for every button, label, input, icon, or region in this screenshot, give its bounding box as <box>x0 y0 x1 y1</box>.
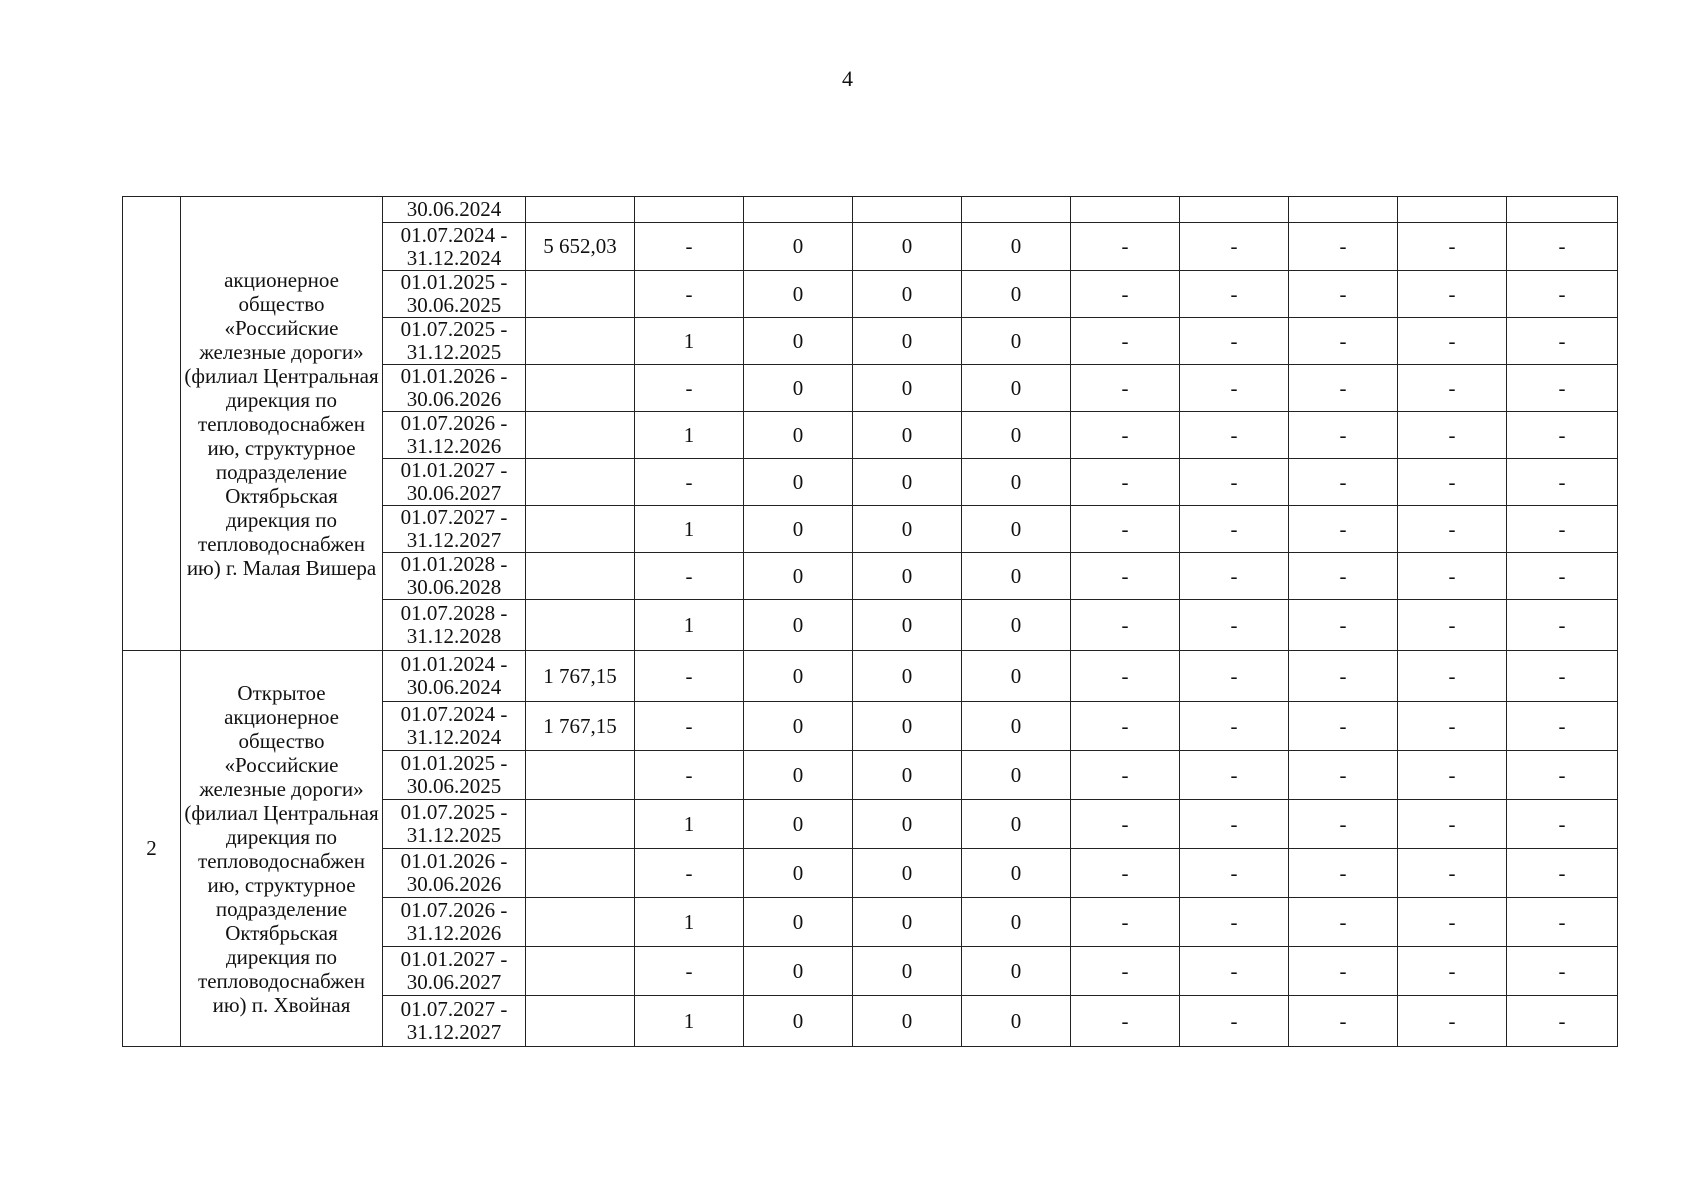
value-cell: 0 <box>962 271 1071 318</box>
period-cell <box>383 898 526 947</box>
value-cell: - <box>1071 459 1180 506</box>
value-cell: 0 <box>853 412 962 459</box>
value-cell: 1 <box>635 412 744 459</box>
value-cell: 0 <box>744 702 853 751</box>
value-cell: - <box>1071 223 1180 271</box>
value-cell: - <box>1289 271 1398 318</box>
value-cell: 0 <box>744 947 853 996</box>
value-cell <box>744 197 853 223</box>
value-cell: - <box>1507 459 1618 506</box>
period-cell <box>383 412 526 459</box>
value-cell: - <box>1507 553 1618 600</box>
value-cell: - <box>1071 702 1180 751</box>
value-cell: - <box>1071 996 1180 1047</box>
value-cell: - <box>1071 947 1180 996</box>
period-line: 30.06.2024 <box>406 197 502 221</box>
period-cell <box>383 996 526 1047</box>
value-cell: - <box>1180 996 1289 1047</box>
value-cell: - <box>1289 800 1398 849</box>
value-cell: - <box>635 947 744 996</box>
period-cell <box>383 702 526 751</box>
value-cell: 0 <box>962 459 1071 506</box>
value-cell: - <box>1398 223 1507 271</box>
value-cell <box>526 996 635 1047</box>
period-line: 30.06.2025 <box>406 293 502 317</box>
value-cell: - <box>1180 506 1289 553</box>
period-line: 01.07.2024 - <box>400 222 508 247</box>
value-cell: 0 <box>853 702 962 751</box>
period-line: 30.06.2027 <box>406 970 502 994</box>
value-cell <box>526 947 635 996</box>
period-line: 01.01.2027 - <box>400 458 508 482</box>
value-cell: - <box>1507 800 1618 849</box>
period-line: 30.06.2026 <box>406 387 502 411</box>
value-cell: 0 <box>962 318 1071 365</box>
value-cell: - <box>635 849 744 898</box>
value-cell: - <box>1507 318 1618 365</box>
period-line: 01.01.2026 - <box>400 364 508 388</box>
value-cell: - <box>1289 553 1398 600</box>
period-line: 01.07.2024 - <box>400 702 508 726</box>
value-cell: - <box>1180 271 1289 318</box>
period-cell <box>383 506 526 553</box>
value-cell: - <box>635 553 744 600</box>
value-cell: - <box>1289 459 1398 506</box>
page-number: 4 <box>842 66 853 91</box>
value-cell: 1 767,15 <box>526 651 635 702</box>
period-cell <box>383 947 526 996</box>
value-cell: 0 <box>744 600 853 651</box>
period-line: 30.06.2027 <box>406 481 502 505</box>
value-cell: 0 <box>853 651 962 702</box>
period-line: 01.07.2026 - <box>400 898 508 922</box>
value-cell: - <box>1398 271 1507 318</box>
value-cell: - <box>1398 365 1507 412</box>
value-cell: - <box>1507 365 1618 412</box>
value-cell: 0 <box>744 271 853 318</box>
value-cell: - <box>1180 651 1289 702</box>
value-cell: - <box>1289 651 1398 702</box>
value-cell: 0 <box>744 412 853 459</box>
period-line: 30.06.2025 <box>406 774 502 798</box>
period-cell <box>383 651 526 702</box>
value-cell: - <box>1180 412 1289 459</box>
value-cell: - <box>1398 600 1507 651</box>
value-cell: 0 <box>962 600 1071 651</box>
value-cell: - <box>1398 947 1507 996</box>
value-cell: - <box>1289 600 1398 651</box>
value-cell: 0 <box>853 271 962 318</box>
value-cell: 0 <box>962 702 1071 751</box>
value-cell: 0 <box>744 365 853 412</box>
value-cell: 0 <box>853 800 962 849</box>
period-line: 01.07.2027 - <box>400 997 508 1021</box>
value-cell <box>526 459 635 506</box>
period-cell <box>383 800 526 849</box>
value-cell: 0 <box>962 365 1071 412</box>
value-cell: 0 <box>853 459 962 506</box>
value-cell <box>1180 197 1289 223</box>
value-cell: 0 <box>744 651 853 702</box>
value-cell: - <box>1507 996 1618 1047</box>
value-cell: 0 <box>853 996 962 1047</box>
period-cell <box>383 553 526 600</box>
period-line: 30.06.2026 <box>406 872 502 896</box>
period-line: 01.07.2027 - <box>400 505 508 529</box>
value-cell: - <box>1398 751 1507 800</box>
value-cell: 0 <box>962 412 1071 459</box>
value-cell <box>1398 197 1507 223</box>
value-cell: 0 <box>744 506 853 553</box>
period-line: 01.01.2025 - <box>400 751 508 775</box>
value-cell: - <box>1071 412 1180 459</box>
period-line: 01.01.2025 - <box>400 270 508 294</box>
value-cell: 0 <box>962 751 1071 800</box>
period-line: 31.12.2028 <box>406 624 502 648</box>
value-cell: - <box>1071 898 1180 947</box>
value-cell: - <box>1180 600 1289 651</box>
value-cell: - <box>1180 898 1289 947</box>
value-cell: - <box>1398 702 1507 751</box>
tariff-table <box>122 196 1618 1047</box>
value-cell: 0 <box>853 365 962 412</box>
value-cell: - <box>1289 702 1398 751</box>
value-cell: 1 <box>635 898 744 947</box>
value-cell: 0 <box>744 996 853 1047</box>
value-cell <box>526 271 635 318</box>
value-cell: - <box>635 223 744 271</box>
table-body <box>123 197 1618 1047</box>
value-cell: 0 <box>853 318 962 365</box>
value-cell <box>526 849 635 898</box>
value-cell: - <box>1507 702 1618 751</box>
value-cell: - <box>1289 365 1398 412</box>
value-cell: 0 <box>853 553 962 600</box>
value-cell: 0 <box>853 947 962 996</box>
value-cell <box>526 197 635 223</box>
value-cell: - <box>1071 271 1180 318</box>
value-cell: - <box>1398 318 1507 365</box>
value-cell <box>526 318 635 365</box>
period-line: 01.07.2026 - <box>400 411 508 435</box>
value-cell <box>1071 197 1180 223</box>
value-cell: - <box>1398 651 1507 702</box>
period-line: 01.01.2028 - <box>400 552 508 576</box>
period-line: 01.01.2024 - <box>400 652 508 676</box>
value-cell: - <box>1180 751 1289 800</box>
value-cell: - <box>1507 898 1618 947</box>
table-row <box>123 651 1618 702</box>
value-cell: - <box>1507 849 1618 898</box>
period-cell <box>383 751 526 800</box>
value-cell <box>962 197 1071 223</box>
value-cell: - <box>1071 751 1180 800</box>
value-cell: 0 <box>744 800 853 849</box>
period-line: 01.07.2025 - <box>400 317 508 341</box>
value-cell: - <box>1289 898 1398 947</box>
value-cell: - <box>1289 849 1398 898</box>
value-cell: 0 <box>744 751 853 800</box>
value-cell: 0 <box>744 223 853 271</box>
period-line: 31.12.2024 <box>406 245 502 270</box>
value-cell <box>853 197 962 223</box>
value-cell: - <box>1180 318 1289 365</box>
value-cell: - <box>635 702 744 751</box>
value-cell: - <box>1289 996 1398 1047</box>
period-line: 30.06.2028 <box>406 575 502 599</box>
value-cell: - <box>1180 365 1289 412</box>
period-line: 31.12.2027 <box>406 528 502 552</box>
period-line: 31.12.2027 <box>406 1020 502 1044</box>
value-cell: - <box>1398 849 1507 898</box>
period-line: 30.06.2024 <box>406 675 502 699</box>
value-cell <box>526 600 635 651</box>
value-cell: 1 <box>635 800 744 849</box>
value-cell: - <box>1071 800 1180 849</box>
value-cell: 0 <box>962 996 1071 1047</box>
value-cell: - <box>1398 553 1507 600</box>
value-cell: 0 <box>853 751 962 800</box>
value-cell: 0 <box>744 849 853 898</box>
row-number <box>123 197 181 651</box>
value-cell <box>526 553 635 600</box>
row-number: 2 <box>123 651 181 1047</box>
period-cell <box>383 223 526 271</box>
period-line: 01.01.2027 - <box>400 947 508 971</box>
value-cell: - <box>1507 947 1618 996</box>
value-cell: 1 <box>635 600 744 651</box>
value-cell: - <box>1180 223 1289 271</box>
value-cell: - <box>1180 947 1289 996</box>
value-cell: - <box>1398 412 1507 459</box>
value-cell <box>526 898 635 947</box>
value-cell: - <box>1507 271 1618 318</box>
value-cell: - <box>635 365 744 412</box>
value-cell: - <box>1507 600 1618 651</box>
value-cell: 0 <box>962 800 1071 849</box>
value-cell: 0 <box>962 947 1071 996</box>
period-cell <box>383 849 526 898</box>
period-line: 01.07.2028 - <box>400 601 508 625</box>
value-cell <box>526 751 635 800</box>
value-cell: - <box>1071 506 1180 553</box>
value-cell: - <box>1180 849 1289 898</box>
value-cell: 5 652,03 <box>526 223 635 271</box>
value-cell: - <box>1071 553 1180 600</box>
period-line: 31.12.2024 <box>406 725 502 749</box>
value-cell: 0 <box>962 223 1071 271</box>
value-cell: - <box>1507 223 1618 271</box>
period-cell <box>383 197 526 223</box>
value-cell: - <box>1289 412 1398 459</box>
period-line: 01.07.2025 - <box>400 800 508 824</box>
value-cell: 0 <box>744 898 853 947</box>
value-cell: - <box>1289 506 1398 553</box>
value-cell <box>526 365 635 412</box>
value-cell: - <box>1071 651 1180 702</box>
value-cell <box>526 412 635 459</box>
value-cell: - <box>1507 412 1618 459</box>
value-cell: - <box>1180 459 1289 506</box>
period-line: 01.01.2026 - <box>400 849 508 873</box>
period-cell <box>383 271 526 318</box>
period-cell <box>383 318 526 365</box>
organization-name: Открытое акционерное общество «Российские железные дороги» (филиал Центральная дирекция по тепловодоснабжен ию, структурное подразделение Октябрьская дирекция по тепловодоснабжен ию) п. Хвойная <box>181 651 383 1047</box>
value-cell: 0 <box>962 553 1071 600</box>
period-line: 31.12.2025 <box>406 823 502 847</box>
value-cell: 1 767,15 <box>526 702 635 751</box>
value-cell: - <box>1180 800 1289 849</box>
value-cell <box>635 197 744 223</box>
period-line: 31.12.2026 <box>406 921 502 945</box>
value-cell: - <box>1289 318 1398 365</box>
period-cell <box>383 365 526 412</box>
value-cell: - <box>1507 651 1618 702</box>
value-cell: 0 <box>962 506 1071 553</box>
value-cell: - <box>1398 459 1507 506</box>
value-cell: - <box>1398 506 1507 553</box>
value-cell <box>526 800 635 849</box>
value-cell: - <box>1507 751 1618 800</box>
value-cell: - <box>1071 849 1180 898</box>
value-cell: - <box>635 459 744 506</box>
value-cell: 0 <box>744 553 853 600</box>
value-cell: - <box>635 651 744 702</box>
value-cell: - <box>1507 506 1618 553</box>
value-cell: 1 <box>635 506 744 553</box>
value-cell: - <box>1180 553 1289 600</box>
value-cell: - <box>1398 898 1507 947</box>
value-cell: - <box>1289 751 1398 800</box>
value-cell: - <box>1071 600 1180 651</box>
value-cell: - <box>1398 800 1507 849</box>
value-cell: - <box>635 271 744 318</box>
period-line: 31.12.2026 <box>406 434 502 458</box>
period-line: 31.12.2025 <box>406 340 502 364</box>
organization-name: акционерное общество «Российские железные дороги» (филиал Центральная дирекция по тепловодоснабжен ию, структурное подразделение Октябрьская дирекция по тепловодоснабжен ию) г. Малая Вишера <box>181 197 383 651</box>
value-cell <box>1289 197 1398 223</box>
value-cell: 0 <box>853 223 962 271</box>
value-cell: 0 <box>853 506 962 553</box>
value-cell: 0 <box>853 849 962 898</box>
value-cell: - <box>635 751 744 800</box>
value-cell: - <box>1071 365 1180 412</box>
value-cell: - <box>1071 318 1180 365</box>
value-cell <box>526 506 635 553</box>
value-cell: 0 <box>853 600 962 651</box>
value-cell: 0 <box>962 651 1071 702</box>
value-cell: 1 <box>635 996 744 1047</box>
value-cell: - <box>1289 947 1398 996</box>
table-row <box>123 197 1618 223</box>
period-cell <box>383 600 526 651</box>
value-cell: - <box>1398 996 1507 1047</box>
value-cell: - <box>1180 702 1289 751</box>
value-cell: 0 <box>962 849 1071 898</box>
value-cell: 1 <box>635 318 744 365</box>
value-cell: 0 <box>853 898 962 947</box>
value-cell: 0 <box>962 898 1071 947</box>
value-cell: 0 <box>744 459 853 506</box>
value-cell <box>1507 197 1618 223</box>
value-cell: 0 <box>744 318 853 365</box>
value-cell: - <box>1289 223 1398 271</box>
period-cell <box>383 459 526 506</box>
